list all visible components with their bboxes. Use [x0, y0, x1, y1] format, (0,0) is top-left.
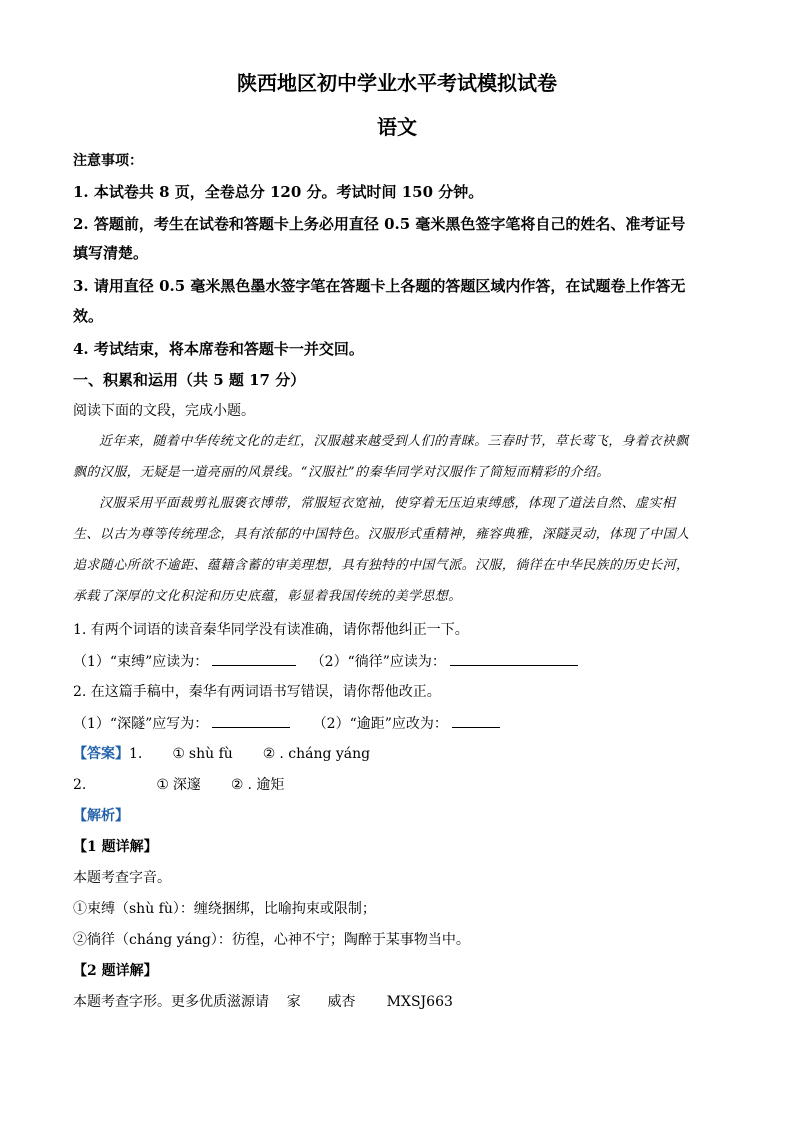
question-1-part-1-label: （1）“束缚”应读为： [73, 654, 209, 670]
answer-blank[interactable] [450, 651, 578, 666]
subject-title: 语文 [377, 115, 417, 139]
notes-heading: 注意事项： [73, 153, 143, 169]
note-item-1: 1. 本试卷共 8 页，全卷总分 120 分。考试时间 150 分钟。 [73, 183, 484, 201]
answer-circle-1: ① [156, 777, 169, 793]
answer-blank[interactable] [212, 651, 296, 666]
answer-q1-a1: shù fù [188, 746, 233, 762]
detail-1-item-2: ②徜徉（cháng yáng）：彷徨，心神不宁；陶醉于某事物当中。 [73, 932, 470, 948]
passage-p1-line-1: 近年来，随着中华传统文化的走红，汉服越来越受到人们的青睐。三春时节，草长莺飞，身着衣袂飘 [99, 434, 689, 449]
note-item-2-line-1: 2. 答题前，考生在试卷和答题卡上务必用直径 0.5 毫米黑色签字笔将自己的姓名、准考证号 [73, 215, 686, 233]
detail-2-tag: 【2 题详解】 [73, 963, 158, 979]
passage-p2-line-1: 汉服采用平面裁剪礼服褒衣博带，常服短衣宽袖，使穿着无压迫束缚感，体现了道法自然、虚实相 [99, 496, 676, 511]
passage-p2-line-3: 追求随心所欲不逾距、蕴籍含蓄的审美理想，具有独特的中国气派。汉服，徜徉在中华民族的历史长河， [73, 558, 690, 573]
answer-circle-2: ② [262, 746, 276, 762]
question-1-part-2-label: （2）“徜徉”应读为： [310, 654, 446, 670]
question-1-parts [73, 651, 582, 672]
detail-1-intro: 本题考查字音。 [73, 870, 171, 886]
question-1-stem: 1. 有两个词语的读音秦华同学没有读准确，请你帮他纠正一下。 [73, 622, 469, 638]
answer-line-2 [73, 775, 284, 795]
question-2-parts [73, 713, 504, 734]
exam-title: 陕西地区初中学业水平考试模拟试卷 [237, 71, 557, 95]
section-intro: 阅读下面的文段，完成小题。 [73, 403, 255, 419]
passage-p1-line-2: 飘的汉服，无疑是一道亮丽的风景线。“汉服社”的秦华同学对汉服作了简短而精彩的介绍。 [73, 465, 610, 480]
section-heading: 一、积累和运用（共 5 题 17 分） [73, 371, 306, 389]
answer-tag: 【答案】 [73, 746, 129, 762]
answer-q1-a2: . cháng yáng [279, 746, 371, 762]
answer-q2-a1: 深邃 [172, 777, 201, 793]
note-item-3-line-1: 3. 请用直径 0.5 毫米黑色墨水签字笔在答题卡上各题的答题区域内作答，在试题卷上作答无 [73, 277, 686, 295]
analysis-tag: 【解析】 [73, 808, 129, 824]
question-2-stem: 2. 在这篇手稿中，秦华有两词语书写错误，请你帮他改正。 [73, 684, 441, 700]
answer-circle-1: ① [172, 746, 185, 762]
note-item-4: 4. 考试结束，将本席卷和答题卡一并交回。 [73, 340, 364, 358]
answer-q2-number: 2. [73, 777, 87, 793]
answer-blank[interactable] [452, 713, 500, 728]
passage-p2-line-2: 生、以古为尊等传统理念，具有浓郁的中国特色。汉服形式重精神，雍容典雅，深隧灵动，体现了中国人 [73, 527, 690, 542]
detail-2-intro: 本题考查字形。更多优质滋源请 家 威杏 MXSJ663 [73, 994, 453, 1010]
question-2-part-2-label: （2）“逾距”应改为： [312, 716, 448, 732]
detail-1-tag: 【1 题详解】 [73, 839, 158, 855]
answer-q2-a2: . 逾矩 [247, 777, 285, 793]
note-item-3-line-2: 效。 [73, 307, 104, 325]
passage-p2-line-4: 承载了深厚的文化积淀和历史底蕴，彰显着我国传统的美学思想。 [73, 589, 462, 604]
answer-q1-number: 1. [129, 746, 143, 762]
detail-1-item-1: ①束缚（shù fù）：缠绕捆绑，比喻拘束或限制； [73, 901, 376, 917]
question-2-part-1-label: （1）“深隧”应写为： [73, 716, 209, 732]
note-item-2-line-2: 填写清楚。 [73, 244, 149, 262]
answer-line-1 [73, 744, 370, 764]
answer-circle-2: ② [230, 777, 244, 793]
answer-blank[interactable] [212, 713, 290, 728]
